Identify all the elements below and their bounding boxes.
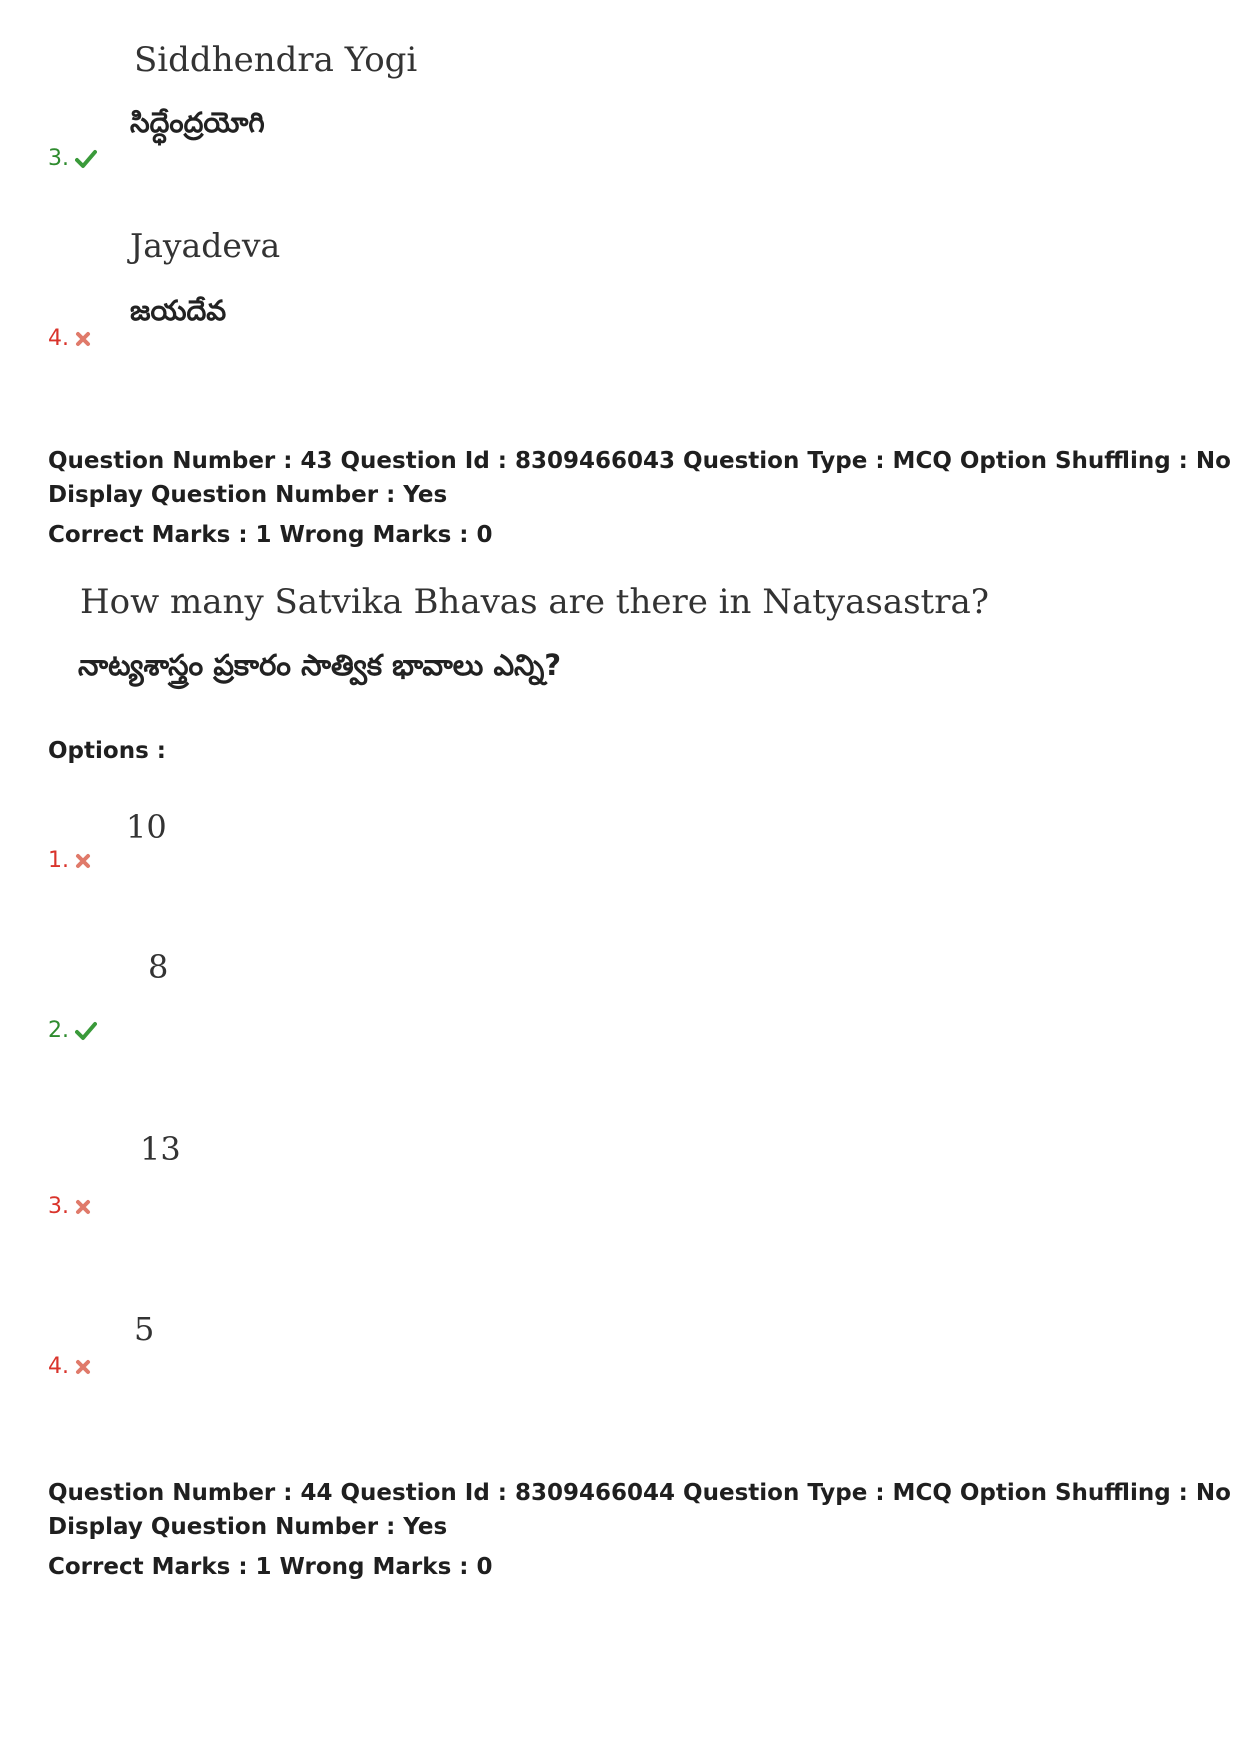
question-meta-line: Question Number : 44 Question Id : 8309466044 Question Type : MCQ Option Shuffling : No [48,1480,1231,1506]
option-value: 8 [148,948,169,986]
option-number: 3. [48,1194,91,1220]
cross-icon [75,1359,91,1375]
option-number: 3. [48,146,97,172]
option-number: 1. [48,848,91,874]
check-icon [75,149,97,169]
question-english-text: How many Satvika Bhavas are there in Natyasastra? [80,582,989,622]
option-number: 4. [48,326,91,352]
question-meta-line: Display Question Number : Yes [48,482,448,508]
option-value: 5 [134,1310,155,1348]
marks-line: Correct Marks : 1 Wrong Marks : 0 [48,522,493,548]
marks-line: Correct Marks : 1 Wrong Marks : 0 [48,1554,493,1580]
option-english-text: Siddhendra Yogi [134,40,418,80]
check-icon [75,1021,97,1041]
option-telugu-text: సిద్ధేంద్రయోగి [130,106,265,139]
option-english-text: Jayadeva [130,226,281,265]
question-telugu-text: నాట్యశాస్త్రం ప్రకారం సాత్విక భావాలు ఎన్ని? [78,648,562,682]
option-telugu-text: జయదేవ [130,294,227,327]
option-number: 2. [48,1018,97,1044]
options-label: Options : [48,738,166,764]
cross-icon [75,1199,91,1215]
cross-icon [75,853,91,869]
cross-icon [75,331,91,347]
option-value: 10 [126,808,167,846]
option-number: 4. [48,1354,91,1380]
option-value: 13 [140,1130,181,1168]
question-meta-line: Display Question Number : Yes [48,1514,448,1540]
question-meta-line: Question Number : 43 Question Id : 8309466043 Question Type : MCQ Option Shuffling : No [48,448,1231,474]
